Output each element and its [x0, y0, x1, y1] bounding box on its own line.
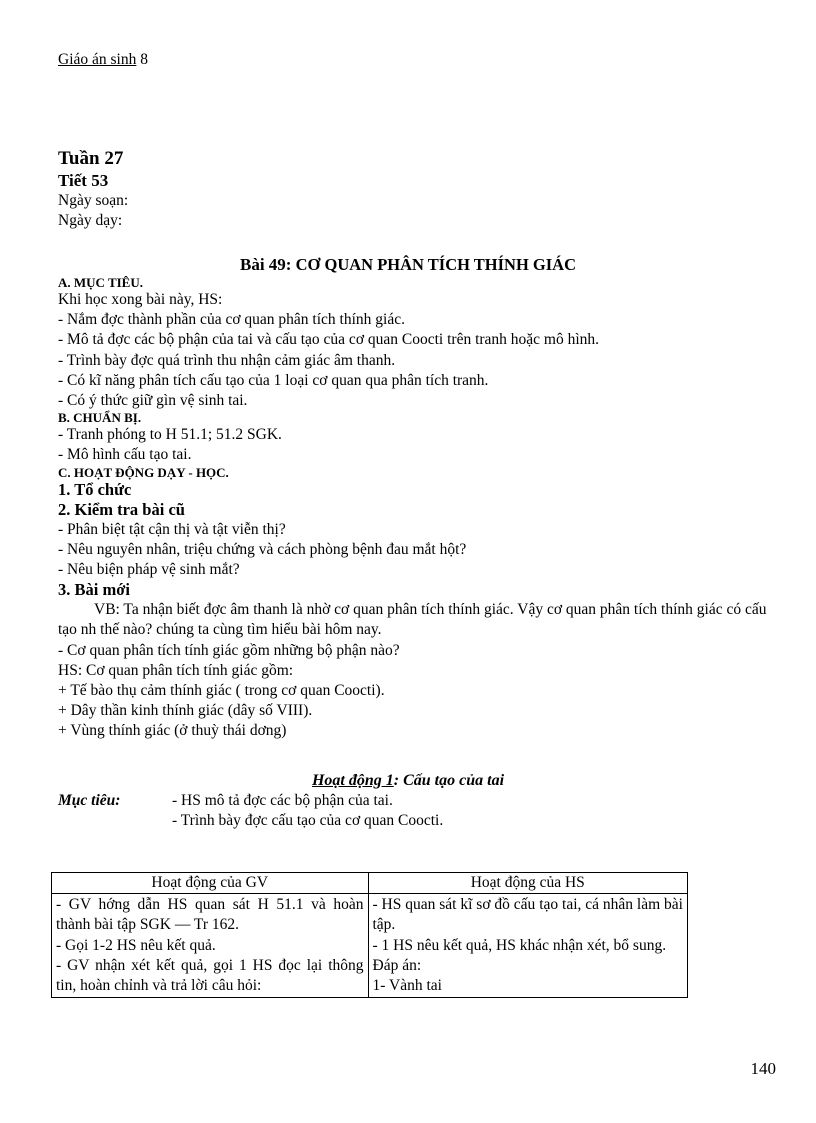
- date-prepared: Ngày soạn:: [58, 192, 129, 209]
- organization-heading: 1. Tổ chức: [58, 479, 132, 499]
- review-question: - Nêu nguyên nhân, triệu chứng và cách phòng bệnh đau mắt hột?: [58, 540, 467, 558]
- lesson-title: [0, 254, 816, 277]
- activity-1-label: Hoạt động 1: [311, 772, 394, 789]
- page-header: [58, 50, 148, 70]
- section-a-heading: A. MỤC TIÊU.: [58, 275, 143, 290]
- objective-item: - Trình bày đợc quá trình thu nhận cảm giác âm thanh.: [58, 351, 396, 369]
- table-header-row: [52, 873, 688, 894]
- objective-item: - Nắm đợc thành phần của cơ quan phân tích thính giác.: [58, 311, 405, 329]
- review-question: - Nêu biện pháp vệ sinh mắt?: [58, 561, 240, 579]
- goal-item: - Trình bày đợc cấu tạo của cơ quan Coocti.: [172, 812, 444, 830]
- teacher-activities: [52, 894, 369, 998]
- student-line: - HS quan sát kĩ sơ đồ cấu tạo tai, cá nhân làm bài tập.: [372, 896, 683, 934]
- teacher-line: - GV hớng dẫn HS quan sát H 51.1 và hoàn thành bài tập SGK — Tr 162.: [56, 896, 364, 934]
- review-heading: 2. Kiểm tra bài cũ: [58, 499, 185, 519]
- section-b-heading: B. CHUẨN BỊ.: [58, 410, 142, 426]
- teacher-column-header: Hoạt động của GV: [52, 873, 369, 894]
- header-subject: Giáo án sinh: [58, 51, 137, 68]
- section-c-heading: C. HOẠT ĐỘNG DẠY - HỌC.: [58, 464, 229, 480]
- header-grade: 8: [136, 51, 148, 68]
- answer-intro: HS: Cơ quan phân tích tính giác gồm:: [58, 661, 294, 679]
- answer-item: + Tế bào thụ cảm thính giác ( trong cơ quan Coocti).: [58, 682, 385, 700]
- prep-item: - Tranh phóng to H 51.1; 51.2 SGK.: [58, 426, 282, 444]
- student-line: Đáp án:: [372, 956, 422, 974]
- date-block: [58, 191, 770, 231]
- period-label: Tiết 53: [58, 171, 109, 190]
- objective-item: - Có ý thức giữ gìn vệ sinh tai.: [58, 392, 248, 410]
- answer-item: + Dây thần kinh thính giác (dây số VIII).: [58, 702, 313, 720]
- answer-item: + Vùng thính giác (ở thuỳ thái dơng): [58, 722, 287, 740]
- introduction-paragraph: VB: Ta nhận biết đợc âm thanh là nhờ cơ quan phân tích thính giác. Vậy cơ quan phân tích thính giác có cấu tạo nh thế nào? chúng ta cùng tìm hiểu bài hôm nay.: [58, 601, 767, 639]
- lesson-question: - Cơ quan phân tích tính giác gồm những bộ phận nào?: [58, 641, 400, 659]
- week-label: Tuần 27: [58, 148, 124, 169]
- page-number: 140: [750, 1059, 776, 1078]
- objective-item: - Có kĩ năng phân tích cấu tạo của 1 loại cơ quan qua phân tích tranh.: [58, 371, 489, 389]
- student-column-header: Hoạt động của HS: [368, 873, 688, 894]
- date-taught: Ngày dạy:: [58, 212, 123, 230]
- activity-table: [51, 872, 688, 998]
- table-row: [52, 894, 688, 998]
- lesson-name: CƠ QUAN PHÂN TÍCH THÍNH GIÁC: [291, 255, 576, 274]
- lesson-number: Bài 49:: [240, 255, 292, 274]
- student-line: 1- Vành tai: [372, 977, 442, 995]
- prep-item: - Mô hình cấu tạo tai.: [58, 446, 192, 464]
- review-question: - Phân biệt tật cận thị và tật viễn thị?: [58, 520, 286, 538]
- objective-item: - Mô tả đợc các bộ phận của tai và cấu tạo của cơ quan Coocti trên tranh hoặc mô hình.: [58, 331, 600, 349]
- goal-item: - HS mô tả đợc các bộ phận của tai.: [172, 792, 393, 809]
- goal-label: Mục tiêu:: [58, 792, 121, 809]
- student-activities: [368, 894, 688, 998]
- new-lesson-heading: 3. Bài mới: [58, 580, 130, 600]
- student-line: - 1 HS nêu kết quả, HS khác nhận xét, bổ sung.: [372, 936, 667, 954]
- teacher-line: - GV nhận xét kết quả, gọi 1 HS đọc lại thông tin, hoàn chỉnh và trả lời câu hỏi:: [56, 956, 364, 995]
- activity-1-title: : Cấu tạo của tai: [393, 772, 505, 789]
- activity-1-heading: [0, 771, 816, 791]
- teacher-line: - Gọi 1-2 HS nêu kết quả.: [56, 936, 216, 954]
- section-a-intro: Khi học xong bài này, HS:: [58, 291, 223, 308]
- main-content: [58, 276, 770, 742]
